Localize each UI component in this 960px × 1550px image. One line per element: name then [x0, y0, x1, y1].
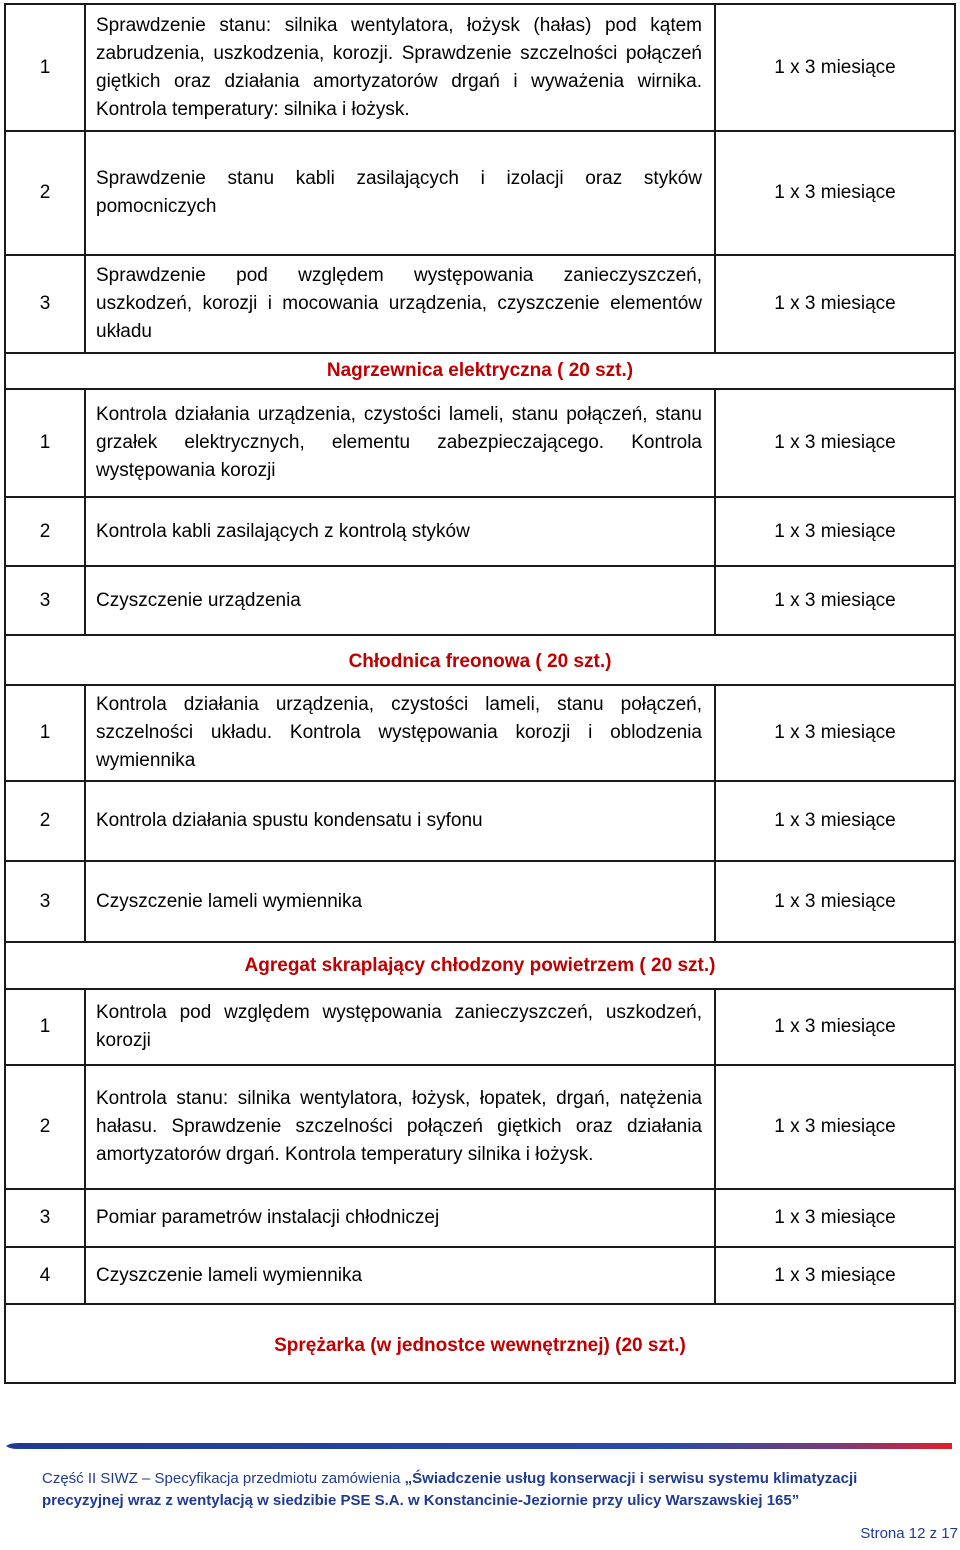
footer-line-1 — [42, 1468, 956, 1490]
row-description: Czyszczenie lameli wymiennika — [85, 1247, 715, 1304]
table-row — [5, 389, 955, 497]
row-number: 1 — [5, 389, 85, 497]
footer-prefix: Część II SIWZ – Specyfikacja przedmiotu zamówienia — [42, 1470, 405, 1487]
table-row — [5, 1189, 955, 1247]
table-row — [5, 861, 955, 942]
footer-divider — [6, 1443, 952, 1449]
row-description: Kontrola działania spustu kondensatu i syfonu — [85, 781, 715, 861]
row-number: 3 — [5, 861, 85, 942]
row-description: Czyszczenie urządzenia — [85, 566, 715, 635]
row-frequency: 1 x 3 miesiące — [715, 781, 955, 861]
table-row — [5, 781, 955, 861]
row-description: Kontrola kabli zasilających z kontrolą styków — [85, 497, 715, 566]
row-frequency: 1 x 3 miesiące — [715, 497, 955, 566]
row-number: 1 — [5, 4, 85, 131]
row-frequency: 1 x 3 miesiące — [715, 131, 955, 255]
row-number: 2 — [5, 131, 85, 255]
table-row — [5, 497, 955, 566]
maintenance-table — [4, 3, 956, 1384]
footer-title-part2: precyzyjnej wraz z wentylacją w siedzibie PSE S.A. w Konstancinie-Jeziornie przy ulicy Warszawskiej 165” — [42, 1492, 800, 1509]
row-number: 2 — [5, 781, 85, 861]
row-frequency: 1 x 3 miesiące — [715, 989, 955, 1065]
row-number: 2 — [5, 497, 85, 566]
row-description: Kontrola działania urządzenia, czystości lameli, stanu połączeń, stanu grzałek elektrycznych, elementu zabezpieczającego. Kontrola występowania korozji — [85, 389, 715, 497]
table-row — [5, 131, 955, 255]
table-row — [5, 566, 955, 635]
row-description: Kontrola stanu: silnika wentylatora, łożysk, łopatek, drgań, natężenia hałasu. Sprawdzenie szczelności połączeń giętkich oraz działania amortyzatorów drgań. Kontrola temperatury silnika i łożysk. — [85, 1065, 715, 1189]
page-number: Strona 12 z 17 — [860, 1525, 958, 1542]
row-frequency: 1 x 3 miesiące — [715, 566, 955, 635]
row-description: Sprawdzenie stanu kabli zasilających i izolacji oraz styków pomocniczych — [85, 131, 715, 255]
row-description: Kontrola działania urządzenia, czystości lameli, stanu połączeń, szczelności układu. Kontrola występowania korozji i oblodzenia wymiennika — [85, 685, 715, 781]
table-row — [5, 1247, 955, 1304]
row-description: Czyszczenie lameli wymiennika — [85, 861, 715, 942]
section-header-row — [5, 942, 955, 989]
row-description: Sprawdzenie stanu: silnika wentylatora, łożysk (hałas) pod kątem zabrudzenia, uszkodzenia, korozji. Sprawdzenie szczelności połączeń giętkich oraz działania amortyzatorów drgań i wyważenia wirnika. Kontrola temperatury: silnika i łożysk. — [85, 4, 715, 131]
row-frequency: 1 x 3 miesiące — [715, 389, 955, 497]
section-title: Nagrzewnica elektryczna ( 20 szt.) — [5, 353, 955, 389]
row-frequency: 1 x 3 miesiące — [715, 861, 955, 942]
section-title: Sprężarka (w jednostce wewnętrznej) (20 szt.) — [5, 1304, 955, 1383]
row-frequency: 1 x 3 miesiące — [715, 255, 955, 353]
footer-gradient-bar — [6, 1443, 952, 1449]
row-number: 3 — [5, 566, 85, 635]
row-frequency: 1 x 3 miesiące — [715, 1189, 955, 1247]
row-frequency: 1 x 3 miesiące — [715, 1065, 955, 1189]
table-row — [5, 255, 955, 353]
row-number: 2 — [5, 1065, 85, 1189]
row-number: 1 — [5, 685, 85, 781]
row-description: Sprawdzenie pod względem występowania zanieczyszczeń, uszkodzeń, korozji i mocowania urządzenia, czyszczenie elementów układu — [85, 255, 715, 353]
row-description: Pomiar parametrów instalacji chłodniczej — [85, 1189, 715, 1247]
page-footer — [42, 1468, 956, 1512]
footer-title-part1: „Świadczenie usług konserwacji i serwisu systemu klimatyzacji — [404, 1470, 858, 1487]
row-frequency: 1 x 3 miesiące — [715, 1247, 955, 1304]
row-number: 4 — [5, 1247, 85, 1304]
row-number: 3 — [5, 1189, 85, 1247]
table-row — [5, 685, 955, 781]
row-number: 1 — [5, 989, 85, 1065]
row-frequency: 1 x 3 miesiące — [715, 4, 955, 131]
section-title: Chłodnica freonowa ( 20 szt.) — [5, 635, 955, 685]
row-frequency: 1 x 3 miesiące — [715, 685, 955, 781]
section-header-row — [5, 353, 955, 389]
table-row — [5, 989, 955, 1065]
row-number: 3 — [5, 255, 85, 353]
section-title: Agregat skraplający chłodzony powietrzem ( 20 szt.) — [5, 942, 955, 989]
row-description: Kontrola pod względem występowania zanieczyszczeń, uszkodzeń, korozji — [85, 989, 715, 1065]
table-row — [5, 4, 955, 131]
section-header-row — [5, 635, 955, 685]
section-header-row — [5, 1304, 955, 1383]
table-row — [5, 1065, 955, 1189]
